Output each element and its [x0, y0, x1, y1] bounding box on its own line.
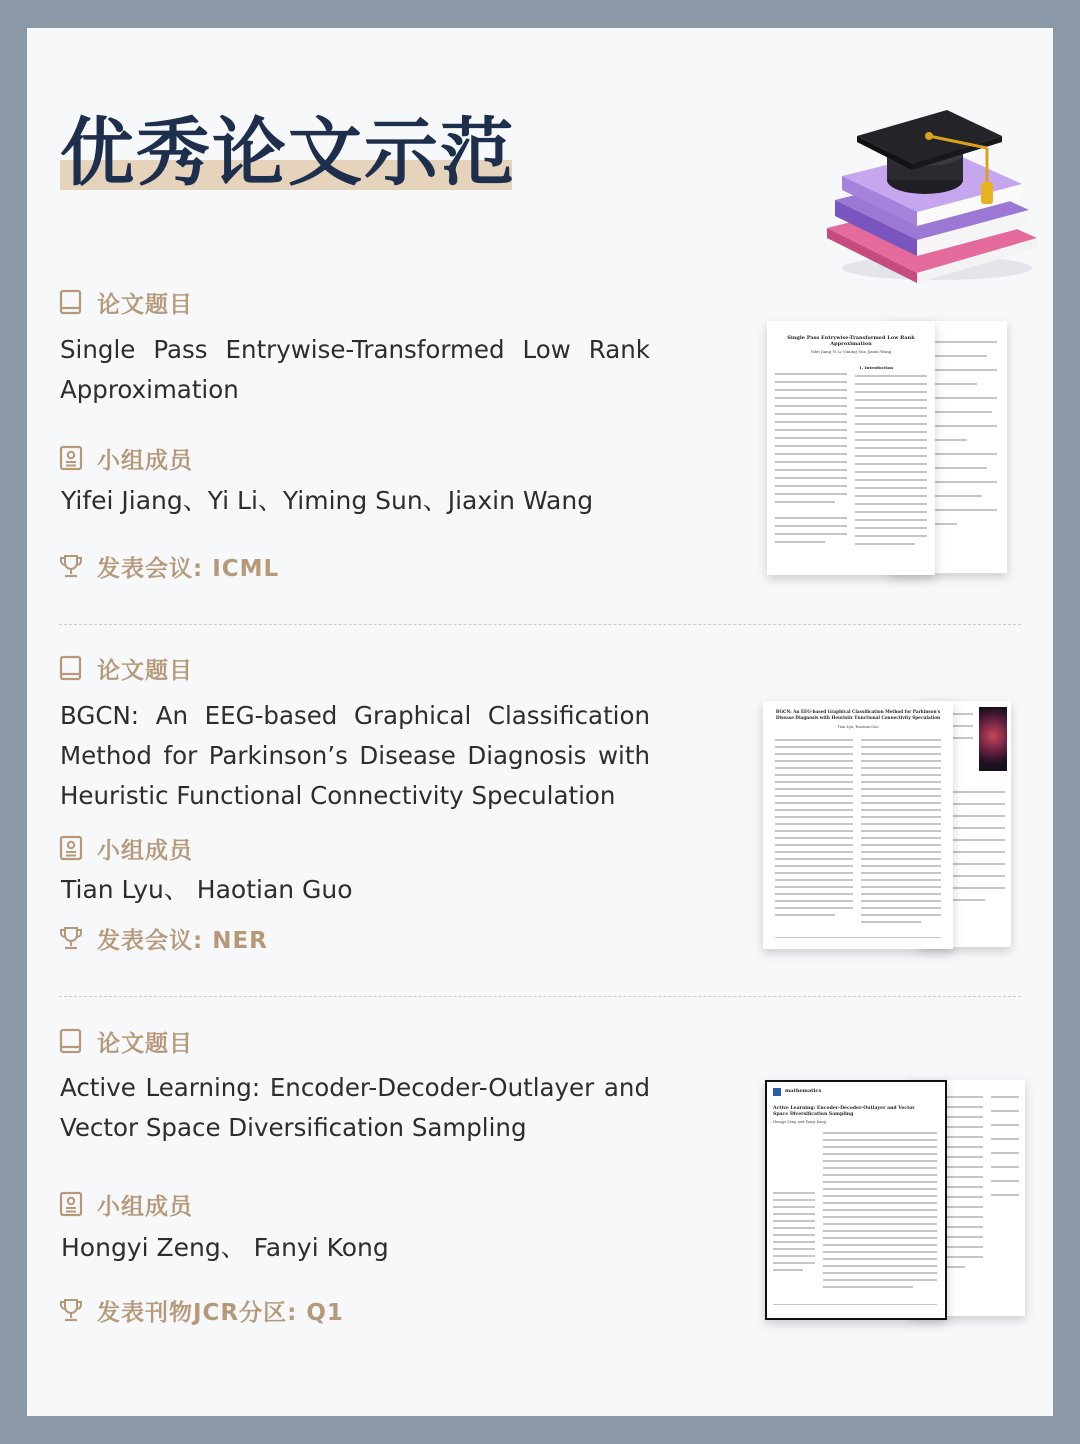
preview-journal: mathematics	[785, 1088, 822, 1094]
header	[60, 108, 516, 198]
book-icon	[59, 1028, 83, 1054]
page-title: 优秀论文示范	[60, 110, 516, 196]
paper-title-label-row	[59, 1025, 193, 1057]
paper-title-label: 论文题目	[97, 1030, 193, 1057]
graduation-cap-books-icon	[797, 88, 1047, 288]
members-label: 小组成员	[97, 447, 193, 474]
preview-heading: Active Learning: Encoder-Decoder-Outlayer and Vector Space Diversification Sampling	[773, 1106, 915, 1117]
venue-row	[59, 1294, 344, 1326]
preview-heading: Single Pass Entrywise-Transformed Low Rank Approximation	[787, 335, 915, 347]
poster-card	[27, 28, 1053, 1416]
trophy-icon	[59, 553, 83, 579]
paper-title-label: 论文题目	[97, 291, 193, 318]
members-list: Yifei Jiang、Yi Li、Yiming Sun、Jiaxin Wang	[61, 486, 594, 515]
preview-authors: Yifei Jiang Yi Li Yiming Sun Jiaxin Wang	[810, 349, 892, 354]
paper-preview	[739, 1080, 1029, 1322]
book-icon	[59, 289, 83, 315]
preview-authors: Tian Lyu, Haotian Guo	[837, 725, 879, 729]
id-badge-icon	[59, 835, 83, 861]
members-label-row	[59, 442, 193, 474]
paper-title: Single Pass Entrywise-Transformed Low Rank Approximation	[60, 335, 650, 404]
section-divider	[59, 624, 1021, 625]
id-badge-icon	[59, 445, 83, 471]
venue-row	[59, 922, 268, 954]
paper-title: Active Learning: Encoder-Decoder-Outlayer and Vector Space Diversification Sampling	[60, 1073, 650, 1142]
paper-page-front	[765, 1080, 947, 1320]
paper-title-label-row	[59, 652, 193, 684]
members-list: Hongyi Zeng、 Fanyi Kong	[61, 1233, 389, 1262]
members-label-row	[59, 832, 193, 864]
paper-page-front	[767, 321, 935, 575]
venue-label: 发表会议: NER	[97, 927, 268, 954]
venue-row	[59, 550, 279, 582]
paper-title: BGCN: An EEG-based Graphical Classification Method for Parkinson’s Disease Diagnosis with Heuristic Functional Connectivity Speculation	[60, 701, 650, 810]
section-divider	[59, 996, 1021, 997]
members-label: 小组成员	[97, 1193, 193, 1220]
members-label: 小组成员	[97, 837, 193, 864]
preview-section: 1. Introduction	[859, 365, 894, 370]
trophy-icon	[59, 1297, 83, 1323]
preview-heading: BGCN: An EEG-based Graphical Classification Method for Parkinson's Disease Diagnosis with Heuristic Functional Connectivity Speculation	[775, 709, 941, 720]
paper-preview	[739, 321, 1009, 577]
paper-preview	[737, 701, 1017, 951]
book-icon	[59, 655, 83, 681]
paper-title-label-row	[59, 286, 193, 318]
preview-authors: Hongyi Zeng and Fanyi Kong	[773, 1120, 826, 1124]
venue-label: 发表刊物JCR分区: Q1	[97, 1299, 344, 1326]
paper-title-label: 论文题目	[97, 657, 193, 684]
venue-label: 发表会议: ICML	[97, 555, 280, 582]
paper-page-front	[763, 701, 953, 949]
members-label-row	[59, 1188, 193, 1220]
members-list: Tian Lyu、 Haotian Guo	[61, 875, 353, 904]
trophy-icon	[59, 925, 83, 951]
id-badge-icon	[59, 1191, 83, 1217]
